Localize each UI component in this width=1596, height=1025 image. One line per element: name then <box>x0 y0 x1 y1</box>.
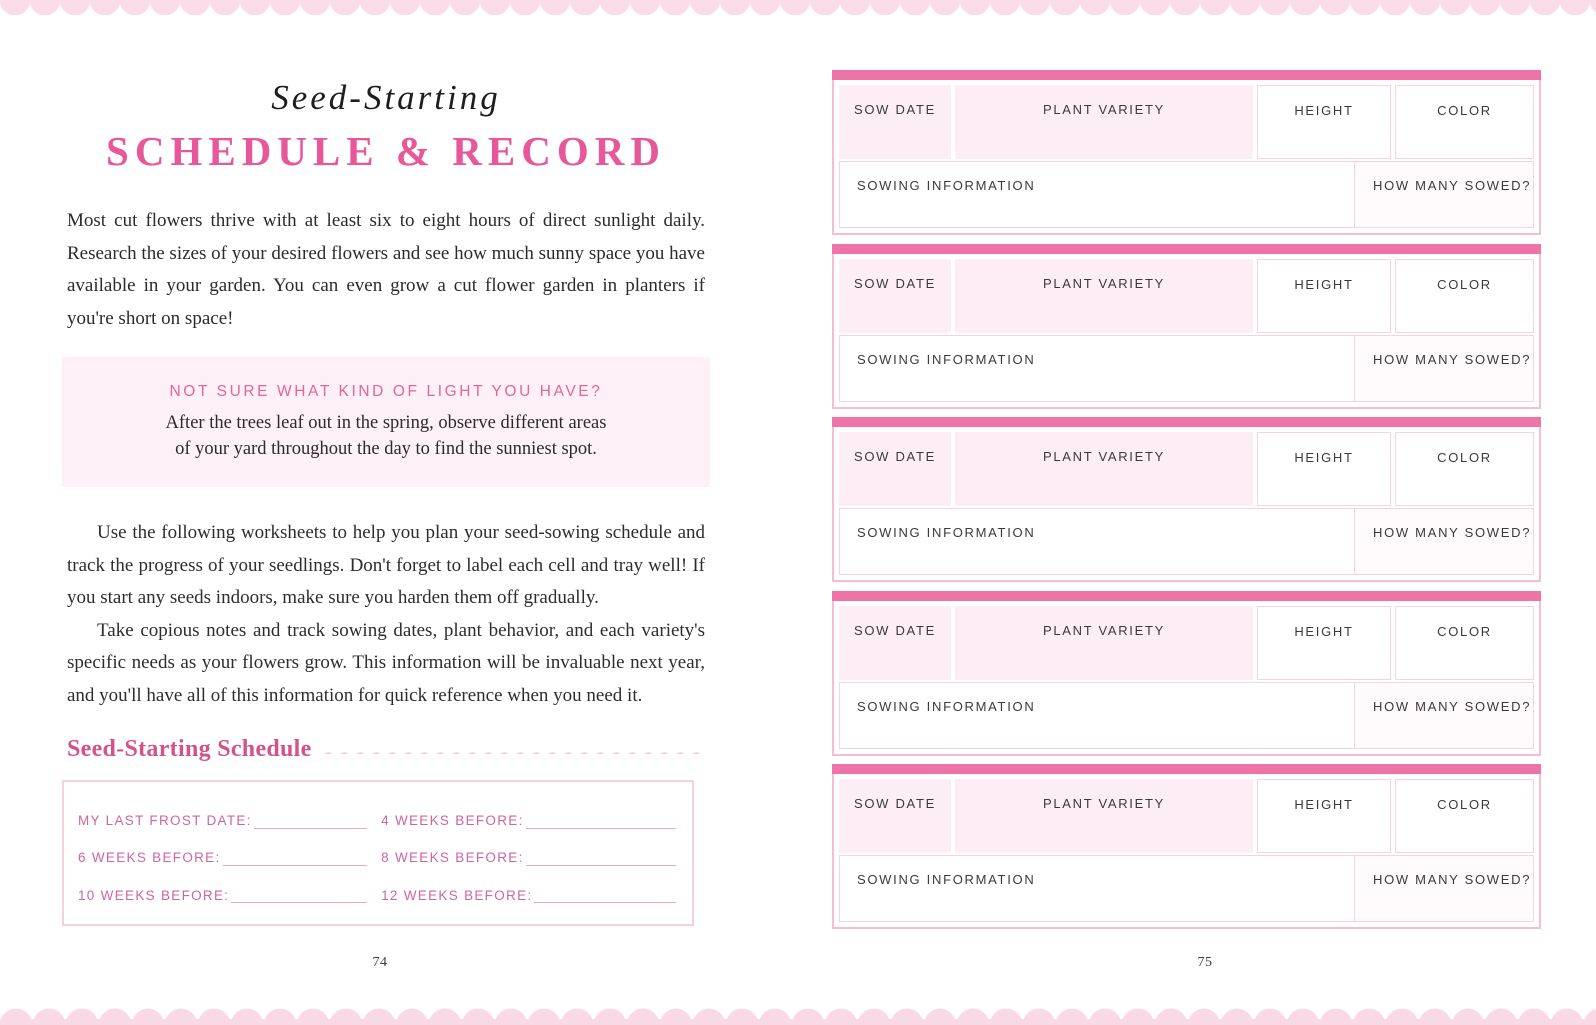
frost-field-label: 4 WEEKS BEFORE: <box>381 813 524 829</box>
intro-paragraph: Most cut flowers thrive with at least six to eight hours of direct sunlight daily. Research the sizes of your desired flowers and see how much sunny space you have available in your garden. You can even grow a cut flower garden in planters if you're short on space! <box>67 210 705 329</box>
frost-field-label: 10 WEEKS BEFORE: <box>78 887 230 903</box>
frost-field-blank-line <box>223 850 368 866</box>
sowing-information-cell: SOWING INFORMATION <box>839 335 1354 402</box>
color-cell: COLOR <box>1395 432 1534 506</box>
sow-date-cell: SOW DATE <box>839 779 951 853</box>
card-header-row <box>839 85 1534 159</box>
page-title-script: Seed-Starting <box>271 78 501 117</box>
card-header-row <box>839 432 1534 506</box>
section-heading: Seed-Starting Schedule <box>67 736 312 762</box>
frost-field-blank-line <box>526 813 676 829</box>
card-body <box>832 80 1541 235</box>
frost-field <box>381 839 676 876</box>
frost-field-label: 8 WEEKS BEFORE: <box>381 850 524 866</box>
height-cell: HEIGHT <box>1257 85 1391 159</box>
how-many-sowed-cell: HOW MANY SOWED? <box>1354 682 1534 749</box>
frost-field <box>381 877 676 914</box>
card-info-row <box>839 855 1534 922</box>
plant-variety-cell: PLANT VARIETY <box>955 259 1253 333</box>
frost-field-blank-line <box>534 887 676 903</box>
sowing-information-cell: SOWING INFORMATION <box>839 682 1354 749</box>
seed-record-card <box>832 244 1541 409</box>
seed-record-card <box>832 417 1541 582</box>
card-accent-bar <box>832 70 1541 80</box>
card-header-row <box>839 259 1534 333</box>
frost-field-label: 6 WEEKS BEFORE: <box>78 850 221 866</box>
seed-record-card <box>832 591 1541 756</box>
seed-record-card <box>832 764 1541 929</box>
page-number-right: 75 <box>1197 955 1213 970</box>
callout-body <box>62 410 710 462</box>
sow-date-cell: SOW DATE <box>839 432 951 506</box>
how-many-sowed-cell: HOW MANY SOWED? <box>1354 855 1534 922</box>
how-many-sowed-cell: HOW MANY SOWED? <box>1354 508 1534 575</box>
card-body <box>832 601 1541 756</box>
sow-date-cell: SOW DATE <box>839 259 951 333</box>
height-cell: HEIGHT <box>1257 259 1391 333</box>
color-cell: COLOR <box>1395 259 1534 333</box>
sow-date-cell: SOW DATE <box>839 85 951 159</box>
frost-field-label: 12 WEEKS BEFORE: <box>381 887 533 903</box>
sowing-information-cell: SOWING INFORMATION <box>839 855 1354 922</box>
frost-field <box>78 877 367 914</box>
card-header-row <box>839 606 1534 680</box>
color-cell: COLOR <box>1395 779 1534 853</box>
paragraph-worksheets: Use the following worksheets to help you plan your seed-sowing schedule and track the progress of your seedlings. Don't forget to label each cell and tray well! If you start any seeds indoors, make sure you harden them off gradually. <box>67 522 705 608</box>
card-body <box>832 774 1541 929</box>
callout-line-2: of your yard throughout the day to find the sunniest spot. <box>175 439 597 459</box>
record-cards <box>832 70 1541 929</box>
card-body <box>832 427 1541 582</box>
plant-variety-cell: PLANT VARIETY <box>955 606 1253 680</box>
frost-field <box>381 802 676 839</box>
how-many-sowed-cell: HOW MANY SOWED? <box>1354 335 1534 402</box>
frost-field-label: MY LAST FROST DATE: <box>78 813 252 829</box>
card-accent-bar <box>832 591 1541 601</box>
card-info-row <box>839 682 1534 749</box>
scallop-border-bottom <box>0 1004 1596 1025</box>
sowing-information-cell: SOWING INFORMATION <box>839 161 1354 228</box>
frost-field <box>78 802 367 839</box>
frost-field-blank-line <box>231 887 367 903</box>
frost-field-blank-line <box>526 850 676 866</box>
sowing-information-cell: SOWING INFORMATION <box>839 508 1354 575</box>
callout-heading: NOT SURE WHAT KIND OF LIGHT YOU HAVE? <box>169 383 603 400</box>
page-number-left: 74 <box>372 955 388 970</box>
card-header-row <box>839 779 1534 853</box>
height-cell: HEIGHT <box>1257 779 1391 853</box>
frost-field-blank-line <box>254 813 367 829</box>
plant-variety-cell: PLANT VARIETY <box>955 432 1253 506</box>
color-cell: COLOR <box>1395 606 1534 680</box>
height-cell: HEIGHT <box>1257 432 1391 506</box>
paragraph-notes: Take copious notes and track sowing dates, plant behavior, and each variety's specific needs as your flowers grow. This information will be invaluable next year, and you'll have all of this information for quick reference when you need it. <box>67 619 705 706</box>
plant-variety-cell: PLANT VARIETY <box>955 779 1253 853</box>
callout-line-1: After the trees leaf out in the spring, observe different areas <box>165 413 607 433</box>
seed-record-card <box>832 70 1541 235</box>
card-body <box>832 254 1541 409</box>
how-many-sowed-cell: HOW MANY SOWED? <box>1354 161 1534 228</box>
light-callout-box <box>62 357 710 487</box>
card-info-row <box>839 161 1534 228</box>
wavy-divider <box>324 745 705 754</box>
color-cell: COLOR <box>1395 85 1534 159</box>
scallop-border-top <box>0 0 1596 15</box>
body-paragraphs <box>62 517 710 712</box>
card-info-row <box>839 335 1534 402</box>
frost-date-worksheet <box>62 780 694 926</box>
card-accent-bar <box>832 244 1541 254</box>
section-heading-row <box>62 736 710 763</box>
left-page <box>62 78 710 926</box>
plant-variety-cell: PLANT VARIETY <box>955 85 1253 159</box>
sow-date-cell: SOW DATE <box>839 606 951 680</box>
height-cell: HEIGHT <box>1257 606 1391 680</box>
frost-field <box>78 839 367 876</box>
card-info-row <box>839 508 1534 575</box>
card-accent-bar <box>832 764 1541 774</box>
page-title-caps: SCHEDULE & RECORD <box>106 128 666 174</box>
card-accent-bar <box>832 417 1541 427</box>
